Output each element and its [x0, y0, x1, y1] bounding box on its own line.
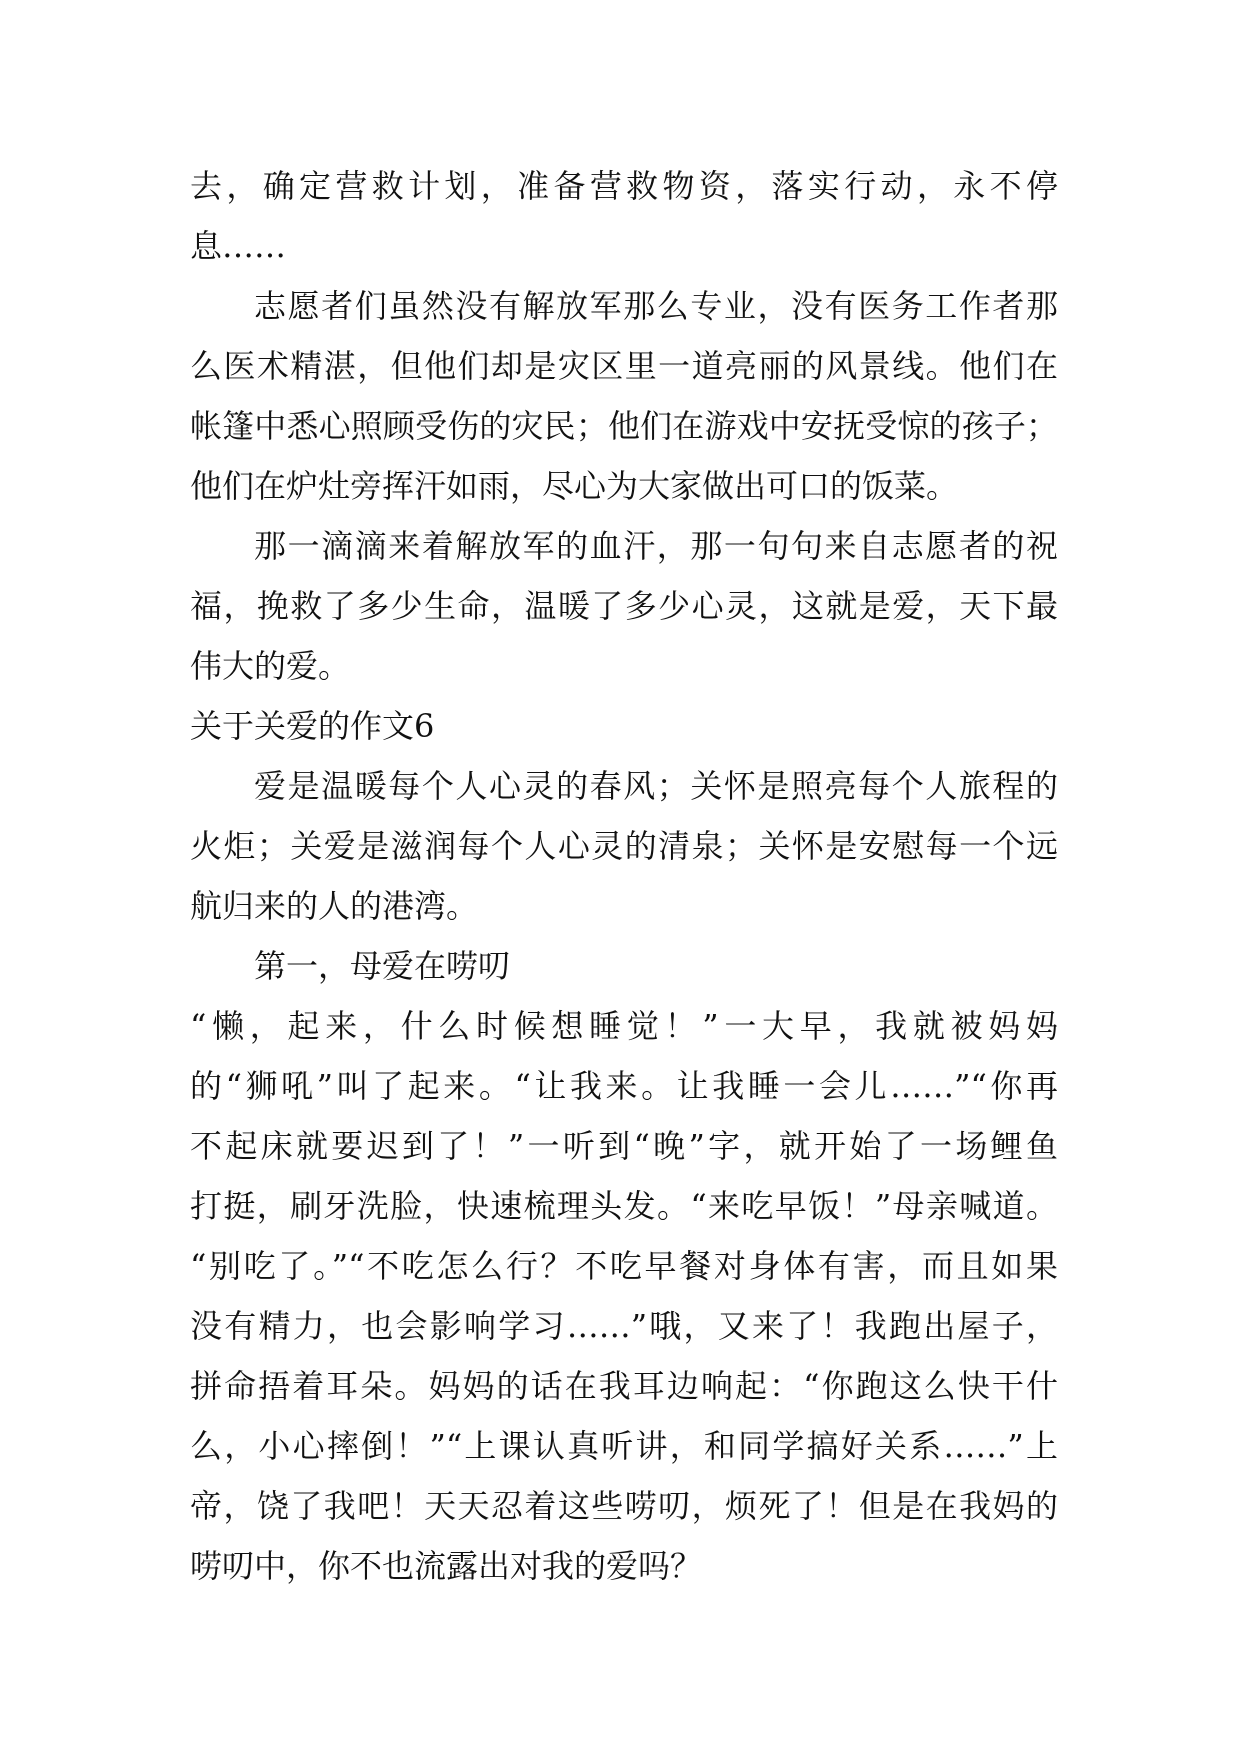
essay-heading: 关于关爱的作文6 [190, 707, 435, 745]
text-line: 福，挽救了多少生命，温暖了多少心灵，这就是爱，天下最 [190, 587, 1058, 625]
text-line: 唠叨中，你不也流露出对我的爱吗？ [190, 1547, 703, 1585]
text-line: 帐篷中悉心照顾受伤的灾民；他们在游戏中安抚受惊的孩子； [190, 407, 1058, 445]
text-line: 的“狮吼”叫了起来。“让我来。让我睡一会儿……”“你再 [190, 1067, 1058, 1105]
text-line: 拼命捂着耳朵。妈妈的话在我耳边响起：“你跑这么快干什 [190, 1367, 1058, 1405]
text-line: 航归来的人的港湾。 [190, 887, 479, 925]
text-line: “懒，起来，什么时候想睡觉！”一大早，我就被妈妈 [190, 1007, 1058, 1045]
text-line: 那一滴滴来着解放军的血汗，那一句句来自志愿者的祝 [254, 527, 1058, 565]
text-line: 打挺，刷牙洗脸，快速梳理头发。“来吃早饭！”母亲喊道。 [190, 1187, 1058, 1225]
paragraph-greatest-love [190, 516, 1058, 696]
text-line: 帝，饶了我吧！天天忍着这些唠叨，烦死了！但是在我妈的 [190, 1487, 1058, 1525]
text-line: 火炬；关爱是滋润每个人心灵的清泉；关怀是安慰每一个远 [190, 827, 1058, 865]
text-line: 没有精力，也会影响学习……”哦，又来了！我跑出屋子， [190, 1307, 1058, 1345]
text-line: 伟大的爱。 [190, 647, 351, 685]
text-line: 他们在炉灶旁挥汗如雨，尽心为大家做出可口的饭菜。 [190, 467, 959, 505]
text-line: 志愿者们虽然没有解放军那么专业，没有医务工作者那 [254, 287, 1058, 325]
text-line: 第一，母爱在唠叨 [254, 947, 511, 985]
text-line: 么医术精湛，但他们却是灾区里一道亮丽的风景线。他们在 [190, 347, 1058, 385]
text-line: “别吃了。”“不吃怎么行？不吃早餐对身体有害，而且如果 [190, 1247, 1058, 1285]
paragraph-volunteers [190, 276, 1058, 516]
paragraph-rescue-continued [190, 156, 1058, 276]
paragraph-love-intro [190, 756, 1058, 936]
text-line: 不起床就要迟到了！”一听到“晚”字，就开始了一场鲤鱼 [190, 1127, 1058, 1165]
paragraph-mother-nagging [190, 996, 1058, 1596]
text-line: 爱是温暖每个人心灵的春风；关怀是照亮每个人旅程的 [254, 767, 1058, 805]
section-subtitle [190, 936, 1058, 996]
text-line: 去，确定营救计划，准备营救物资，落实行动，永不停 [190, 167, 1058, 205]
text-line: 么，小心摔倒！”“上课认真听讲，和同学搞好关系……”上 [190, 1427, 1058, 1465]
text-line: 息…… [190, 227, 287, 265]
document-body [190, 156, 1058, 1596]
